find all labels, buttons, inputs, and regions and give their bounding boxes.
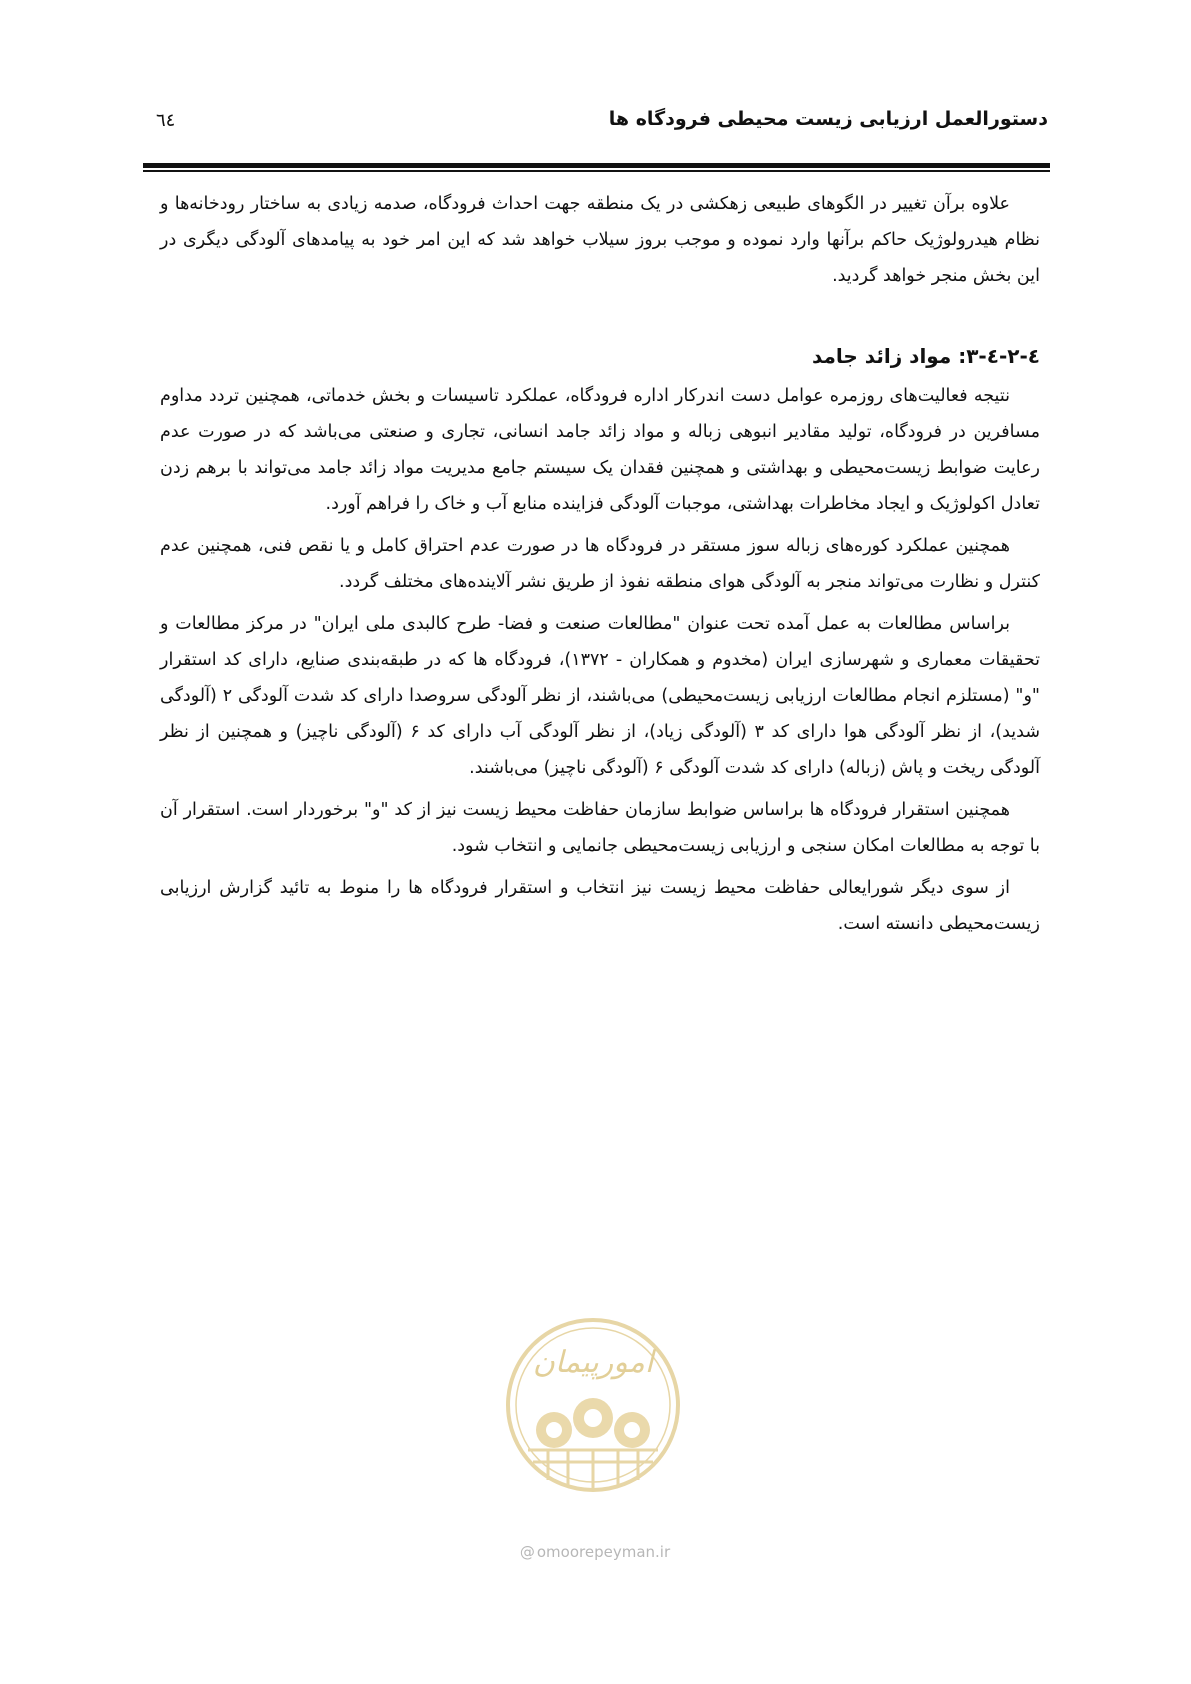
body-paragraph-4: همچنین استقرار فرودگاه ها براساس ضوابط سازمان حفاظت محیط زیست نیز از کد "و" برخوردار است. استقرار آن با توجه به مطالعات امکان سنجی و ارزیابی زیست‌محیطی جانمایی و انتخاب شود.: [160, 800, 1040, 856]
watermark-caption-text: omoorepeyman.ir: [536, 1543, 671, 1561]
page-number: ٦٤: [156, 110, 176, 131]
body-paragraph-5: از سوی دیگر شورایعالی حفاظت محیط زیست نیز انتخاب و استقرار فرودگاه ها را منوط به تائید گزارش ارزیابی زیست‌محیطی دانسته است.: [160, 878, 1040, 934]
body-paragraph-2: همچنین عملکرد کوره‌های زباله سوز مستقر در فرودگاه ها در صورت عدم احتراق کامل و یا نقص فنی، همچنین عدم کنترل و نظارت می‌تواند منجر به آلودگی هوای منطقه نفوذ از طریق نشر آلاینده‌های مختلف گردد.: [160, 536, 1040, 592]
body-paragraph-1: نتیجه فعالیت‌های روزمره عوامل دست اندرکار اداره فرودگاه، عملکرد تاسیسات و بخش خدماتی، همچنین تردد مداوم مسافرین در فرودگاه، تولید مقادیر انبوهی زباله و مواد زائد جامد انسانی، تجاری و صنعتی می‌باشد که در صورت عدم رعایت ضوابط زیست‌محیطی و بهداشتی و همچنین فقدان یک سیستم جامع مدیریت مواد زائد جامد می‌تواند با برهم زدن تعادل اکولوژیک و ایجاد مخاطرات بهداشتی، موجبات آلودگی فزاینده منابع آب و خاک را فراهم آورد.: [160, 386, 1040, 514]
watermark-seal: [498, 1310, 688, 1500]
watermark-logo-text: امورپیمان: [532, 1345, 654, 1380]
watermark-caption: [490, 1543, 700, 1561]
header-rule-thick: [143, 163, 1050, 168]
body-paragraph-3: براساس مطالعات به عمل آمده تحت عنوان "مطالعات صنعت و فضا- طرح کالبدی ملی ایران" در مرکز مطالعات و تحقیقات معماری و شهرسازی ایران (مخدوم و همکاران - ١٣٧٢)، فرودگاه ها که در طبقه‌بندی صنایع، دارای کد استقرار "و" (مستلزم انجام مطالعات ارزیابی زیست‌محیطی) می‌باشند، از نظر آلودگی سروصدا دارای کد شدت آلودگی ٢ (آلودگی شدید)، از نظر آلودگی هوا دارای کد ٣ (آلودگی زیاد)، از نظر آلودگی آب دارای کد ۶ (آلودگی ناچیز) و همچنین از نظر آلودگی ریخت و پاش (زباله) دارای کد شدت آلودگی ۶ (آلودگی ناچیز) می‌باشند.: [160, 614, 1040, 778]
document-title: دستورالعمل ارزیابی زیست محیطی فرودگاه ها: [608, 108, 1048, 130]
page-header: [148, 104, 1048, 140]
page-body: [160, 186, 1040, 948]
at-sign-icon: @: [519, 1543, 535, 1561]
section-heading: ٤-٢-٤-٣: مواد زائد جامد: [811, 344, 1040, 368]
header-rule-thin: [143, 170, 1050, 172]
intro-paragraph: علاوه برآن تغییر در الگوهای طبیعی زهکشی در یک منطقه جهت احداث فرودگاه، صدمه زیادی به ساختار رودخانه‌ها و نظام هیدرولوژیک حاکم برآنها وارد نموده و موجب بروز سیلاب خواهد شد که این امر خود به پیامدهای آلودگی دیگری در این بخش منجر خواهد گردید.: [160, 194, 1040, 286]
